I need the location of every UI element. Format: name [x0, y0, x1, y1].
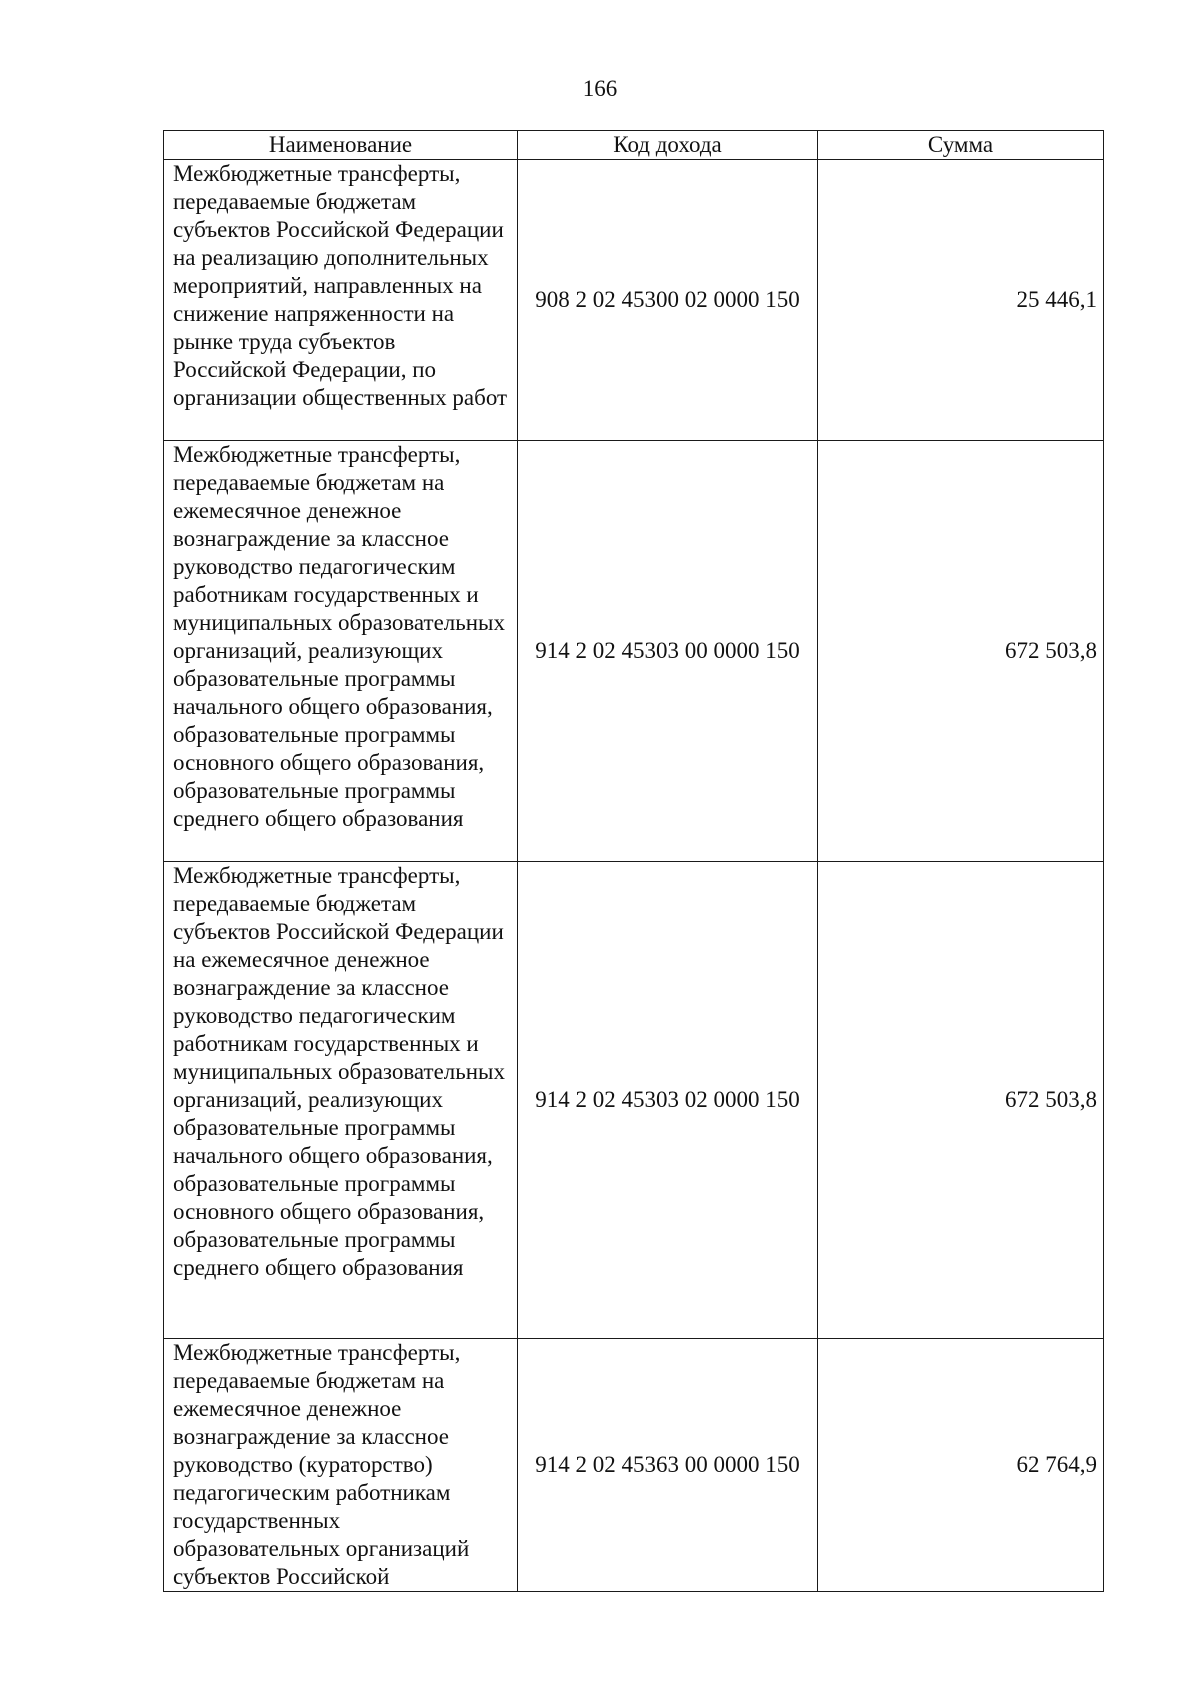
header-row: [164, 131, 1104, 160]
table-row: [164, 160, 1104, 441]
revenue-sum-cell: 672 503,8: [818, 862, 1104, 1339]
column-header-name: Наименование: [164, 131, 518, 160]
column-header-sum: Сумма: [818, 131, 1104, 160]
table-body: [164, 160, 1104, 1592]
column-header-code: Код дохода: [518, 131, 818, 160]
table-row: [164, 1339, 1104, 1592]
revenue-code-cell: 914 2 02 45303 02 0000 150: [518, 862, 818, 1339]
page-number: 166: [582, 76, 618, 101]
revenue-table: [163, 130, 1104, 1592]
revenue-code-cell: 914 2 02 45303 00 0000 150: [518, 441, 818, 862]
revenue-name-cell: Межбюджетные трансферты, передаваемые бюджетам на ежемесячное денежное вознаграждение за классное руководство педагогическим работникам государственных и муниципальных образовательных организаций, реализующих образовательные программы начального общего образования, образовательные программы основного общего образования, образовательные программы среднего общего образования: [164, 441, 518, 862]
table-row: [164, 441, 1104, 862]
revenue-sum-cell: 62 764,9: [818, 1339, 1104, 1592]
table-row: [164, 862, 1104, 1339]
revenue-name-cell: Межбюджетные трансферты, передаваемые бюджетам на ежемесячное денежное вознаграждение за классное руководство (кураторство) педагогическим работникам государственных образовательных организаций субъектов Российской: [164, 1339, 518, 1592]
revenue-sum-cell: 672 503,8: [818, 441, 1104, 862]
revenue-name-cell: Межбюджетные трансферты, передаваемые бюджетам субъектов Российской Федерации на ежемесячное денежное вознаграждение за классное руководство педагогическим работникам государственных и муниципальных образовательных организаций, реализующих образовательные программы начального общего образования, образовательные программы основного общего образования, образовательные программы среднего общего образования: [164, 862, 518, 1339]
revenue-sum-cell: 25 446,1: [818, 160, 1104, 441]
revenue-code-cell: 914 2 02 45363 00 0000 150: [518, 1339, 818, 1592]
revenue-code-cell: 908 2 02 45300 02 0000 150: [518, 160, 818, 441]
revenue-name-cell: Межбюджетные трансферты, передаваемые бюджетам субъектов Российской Федерации на реализацию дополнительных мероприятий, направленных на снижение напряженности на рынке труда субъектов Российской Федерации, по организации общественных работ: [164, 160, 518, 441]
table-header: [164, 131, 1104, 160]
